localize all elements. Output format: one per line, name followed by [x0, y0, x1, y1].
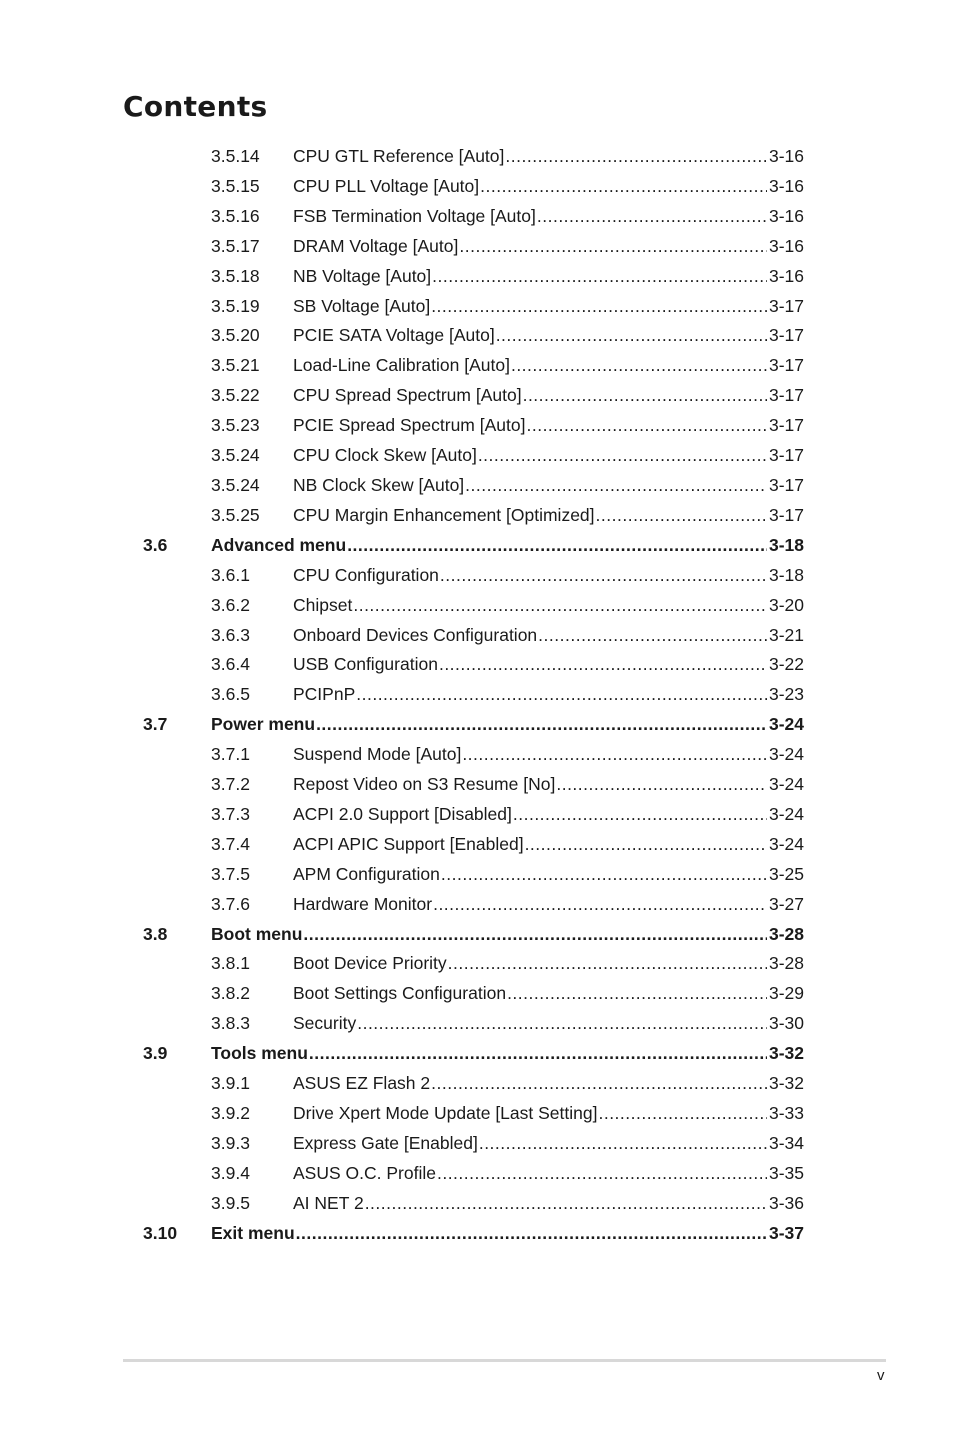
toc-entry-title: Hardware Monitor: [293, 893, 433, 914]
page-title: Contents: [123, 90, 268, 123]
toc-entry-number: 3.9.2: [211, 1103, 250, 1123]
toc-dot-leader: [596, 500, 767, 530]
toc-entry-number: 3.6.2: [211, 594, 250, 615]
toc-entry-leader-line: [293, 799, 804, 829]
toc-entry[interactable]: [0, 201, 954, 231]
toc-entry-number: 3.5.19: [211, 295, 260, 316]
table-of-contents: [0, 141, 954, 1248]
toc-dot-leader: [537, 201, 767, 231]
toc-entry-title: DRAM Voltage [Auto]: [293, 235, 459, 256]
toc-dot-leader: [356, 679, 767, 709]
toc-entry-number: 3.6: [143, 534, 168, 555]
toc-entry-leader-line: [293, 500, 804, 530]
toc-dot-leader: [523, 380, 767, 410]
toc-entry-title: Boot Device Priority: [293, 953, 447, 974]
toc-entry[interactable]: [0, 889, 954, 919]
toc-entry-page: 3-24: [768, 744, 804, 765]
footer-rule: [123, 1359, 886, 1362]
toc-entry-page: 3-32: [768, 1073, 804, 1094]
toc-entry-page: 3-18: [768, 564, 804, 585]
toc-dot-leader: [507, 978, 767, 1008]
toc-entry-title: PCIE SATA Voltage [Auto]: [293, 325, 495, 346]
toc-entry-number: 3.5.24: [211, 445, 260, 466]
toc-dot-leader: [432, 261, 767, 291]
toc-entry[interactable]: [0, 1188, 954, 1218]
toc-entry-leader-line: [211, 919, 804, 949]
toc-entry[interactable]: [0, 739, 954, 769]
toc-dot-leader: [448, 948, 767, 978]
toc-entry-title: ACPI APIC Support [Enabled]: [293, 833, 524, 854]
toc-entry-number: 3.5.22: [211, 385, 260, 406]
toc-entry-leader-line: [211, 1218, 804, 1248]
toc-entry[interactable]: [0, 859, 954, 889]
toc-entry-number: 3.5.16: [211, 205, 260, 226]
toc-entry-title: APM Configuration: [293, 863, 440, 884]
toc-entry-page: 3-35: [768, 1162, 804, 1183]
toc-entry-leader-line: [293, 410, 804, 440]
toc-entry-page: 3-22: [768, 654, 804, 675]
toc-dot-leader: [511, 350, 767, 380]
toc-dot-leader: [357, 1008, 767, 1038]
toc-entry-title: Boot Settings Configuration: [293, 983, 507, 1004]
toc-entry-leader-line: [293, 201, 804, 231]
toc-entry-leader-line: [293, 948, 804, 978]
toc-entry-number: 3.7.6: [211, 893, 250, 914]
toc-dot-leader: [316, 709, 767, 739]
toc-dot-leader: [437, 1158, 767, 1188]
toc-dot-leader: [496, 320, 767, 350]
toc-entry-title: SB Voltage [Auto]: [293, 295, 431, 316]
toc-entry-page: 3-17: [768, 295, 804, 316]
toc-entry-leader-line: [293, 1158, 804, 1188]
toc-dot-leader: [556, 769, 767, 799]
toc-entry-leader-line: [293, 649, 804, 679]
toc-entry-leader-line: [293, 141, 804, 171]
toc-entry[interactable]: [0, 261, 954, 291]
toc-entry-title: FSB Termination Voltage [Auto]: [293, 205, 536, 226]
toc-dot-leader: [439, 649, 767, 679]
toc-entry-title: Express Gate [Enabled]: [293, 1132, 478, 1153]
toc-entry-leader-line: [293, 1008, 804, 1038]
toc-entry-number: 3.6.3: [211, 624, 250, 645]
toc-entry-leader-line: [293, 978, 804, 1008]
toc-entry-number: 3.10: [143, 1222, 178, 1243]
toc-entry-number: 3.8.1: [211, 953, 250, 974]
toc-dot-leader: [303, 919, 767, 949]
toc-entry[interactable]: [0, 380, 954, 410]
toc-entry-page: 3-24: [768, 803, 804, 824]
toc-entry[interactable]: [0, 620, 954, 650]
toc-entry-page: 3-23: [768, 684, 804, 705]
toc-section-entry[interactable]: [0, 709, 954, 739]
toc-entry[interactable]: [0, 350, 954, 380]
toc-entry-number: 3.8: [143, 923, 168, 944]
toc-dot-leader: [353, 590, 767, 620]
page-number: v: [877, 1367, 885, 1384]
toc-entry-title: CPU Configuration: [293, 564, 439, 585]
toc-entry-title: Boot menu: [211, 923, 303, 944]
toc-entry-title: ASUS EZ Flash 2: [293, 1073, 431, 1094]
toc-entry[interactable]: [0, 141, 954, 171]
toc-entry[interactable]: [0, 978, 954, 1008]
toc-entry-page: 3-16: [768, 205, 804, 226]
toc-entry[interactable]: [0, 560, 954, 590]
toc-dot-leader: [440, 560, 767, 590]
toc-entry-number: 3.6.1: [211, 564, 250, 585]
toc-entry-title: CPU GTL Reference [Auto]: [293, 146, 505, 166]
toc-entry-leader-line: [293, 739, 804, 769]
toc-entry-number: 3.9.5: [211, 1192, 250, 1213]
toc-entry-title: PCIE Spread Spectrum [Auto]: [293, 415, 526, 436]
toc-entry-number: 3.7.4: [211, 833, 250, 854]
toc-dot-leader: [513, 799, 767, 829]
toc-section-entry[interactable]: [0, 919, 954, 949]
toc-entry-number: 3.5.25: [211, 504, 260, 525]
toc-entry[interactable]: [0, 799, 954, 829]
toc-entry-number: 3.5.18: [211, 265, 260, 286]
toc-entry-title: ACPI 2.0 Support [Disabled]: [293, 803, 512, 824]
toc-entry-leader-line: [293, 1098, 804, 1128]
toc-entry[interactable]: [0, 320, 954, 350]
toc-entry[interactable]: [0, 231, 954, 261]
toc-entry[interactable]: [0, 500, 954, 530]
toc-entry-title: Drive Xpert Mode Update [Last Setting]: [293, 1103, 598, 1123]
toc-entry-page: 3-20: [768, 594, 804, 615]
toc-entry-title: NB Clock Skew [Auto]: [293, 474, 465, 495]
toc-entry-leader-line: [293, 470, 804, 500]
toc-entry-title: Chipset: [293, 594, 353, 615]
toc-dot-leader: [433, 889, 767, 919]
toc-dot-leader: [431, 291, 767, 321]
toc-entry-number: 3.7.2: [211, 774, 250, 795]
toc-dot-leader: [296, 1218, 767, 1248]
toc-entry-title: NB Voltage [Auto]: [293, 265, 432, 286]
toc-entry-number: 3.6.5: [211, 684, 250, 705]
toc-entry-leader-line: [293, 261, 804, 291]
toc-dot-leader: [462, 739, 767, 769]
toc-entry-title: CPU Clock Skew [Auto]: [293, 445, 477, 466]
toc-entry-title: ASUS O.C. Profile: [293, 1162, 436, 1183]
toc-entry[interactable]: [0, 590, 954, 620]
toc-entry-number: 3.8.3: [211, 1013, 250, 1034]
toc-entry-page: 3-17: [768, 385, 804, 406]
toc-dot-leader: [309, 1038, 767, 1068]
toc-entry[interactable]: [0, 1008, 954, 1038]
toc-entry-leader-line: [211, 709, 804, 739]
toc-entry-number: 3.6.4: [211, 654, 250, 675]
toc-entry-number: 3.9.3: [211, 1132, 250, 1153]
toc-dot-leader: [538, 620, 767, 650]
toc-dot-leader: [431, 1068, 767, 1098]
toc-entry-number: 3.7: [143, 714, 168, 735]
toc-entry-number: 3.8.2: [211, 983, 250, 1004]
toc-dot-leader: [505, 141, 767, 171]
toc-dot-leader: [478, 440, 767, 470]
toc-entry-page: 3-16: [768, 265, 804, 286]
toc-entry-leader-line: [293, 620, 804, 650]
toc-entry-page: 3-16: [768, 146, 804, 166]
toc-entry-leader-line: [293, 350, 804, 380]
toc-entry[interactable]: [0, 1068, 954, 1098]
toc-entry-page: 3-24: [768, 833, 804, 854]
toc-entry-leader-line: [211, 530, 804, 560]
toc-entry-page: 3-21: [768, 624, 804, 645]
toc-entry-leader-line: [293, 769, 804, 799]
toc-entry-page: 3-36: [768, 1192, 804, 1213]
toc-entry-page: 3-16: [768, 175, 804, 196]
toc-entry-title: Repost Video on S3 Resume [No]: [293, 774, 556, 795]
toc-entry-page: 3-17: [768, 415, 804, 436]
toc-entry[interactable]: [0, 829, 954, 859]
toc-entry-title: AI NET 2: [293, 1192, 364, 1213]
toc-entry-page: 3-17: [768, 355, 804, 376]
toc-entry-title: Security: [293, 1013, 357, 1034]
toc-entry-page: 3-18: [768, 534, 804, 555]
toc-entry[interactable]: [0, 291, 954, 321]
toc-entry-page: 3-32: [768, 1043, 804, 1064]
toc-entry-number: 3.5.23: [211, 415, 260, 436]
toc-entry-title: PCIPnP: [293, 684, 356, 705]
toc-entry-title: CPU Margin Enhancement [Optimized]: [293, 504, 595, 525]
toc-entry-number: 3.7.1: [211, 744, 250, 765]
toc-entry-leader-line: [293, 679, 804, 709]
toc-entry[interactable]: [0, 1158, 954, 1188]
toc-entry-title: Power menu: [211, 714, 316, 735]
toc-entry-leader-line: [293, 1128, 804, 1158]
toc-entry-leader-line: [293, 859, 804, 889]
toc-dot-leader: [365, 1188, 767, 1218]
toc-entry[interactable]: [0, 440, 954, 470]
toc-dot-leader: [441, 859, 767, 889]
toc-dot-leader: [479, 1128, 767, 1158]
toc-entry-leader-line: [293, 560, 804, 590]
toc-entry-page: 3-17: [768, 474, 804, 495]
toc-entry[interactable]: [0, 470, 954, 500]
toc-entry-title: USB Configuration: [293, 654, 438, 675]
toc-entry[interactable]: [0, 769, 954, 799]
toc-entry-number: 3.7.5: [211, 863, 250, 884]
toc-entry[interactable]: [0, 1098, 954, 1128]
toc-entry-leader-line: [293, 1188, 804, 1218]
toc-entry-leader-line: [293, 380, 804, 410]
toc-entry-leader-line: [293, 440, 804, 470]
toc-entry-title: CPU PLL Voltage [Auto]: [293, 175, 480, 196]
toc-dot-leader: [347, 530, 767, 560]
toc-entry-number: 3.5.24: [211, 474, 260, 495]
toc-entry-number: 3.5.15: [211, 175, 260, 196]
toc-entry-page: 3-17: [768, 445, 804, 466]
toc-entry-page: 3-24: [768, 774, 804, 795]
toc-entry-number: 3.5.14: [211, 146, 260, 166]
toc-entry-title: Exit menu: [211, 1222, 295, 1243]
toc-entry-number: 3.9.1: [211, 1073, 250, 1094]
toc-entry-leader-line: [211, 1038, 804, 1068]
toc-section-entry[interactable]: [0, 1038, 954, 1068]
toc-entry-page: 3-25: [768, 863, 804, 884]
toc-entry-title: Load-Line Calibration [Auto]: [293, 355, 510, 376]
toc-entry-leader-line: [293, 1068, 804, 1098]
toc-entry-page: 3-33: [768, 1103, 804, 1123]
toc-entry-leader-line: [293, 231, 804, 261]
toc-dot-leader: [526, 410, 766, 440]
toc-entry[interactable]: [0, 649, 954, 679]
toc-entry-number: 3.9.4: [211, 1162, 250, 1183]
toc-entry-number: 3.5.21: [211, 355, 260, 376]
toc-entry-title: Onboard Devices Configuration: [293, 624, 538, 645]
toc-entry-page: 3-17: [768, 325, 804, 346]
toc-dot-leader: [598, 1098, 767, 1128]
toc-entry-page: 3-24: [768, 714, 804, 735]
toc-dot-leader: [459, 231, 767, 261]
toc-entry-leader-line: [293, 590, 804, 620]
toc-entry-leader-line: [293, 291, 804, 321]
toc-entry-number: 3.9: [143, 1043, 168, 1064]
toc-entry[interactable]: [0, 948, 954, 978]
toc-entry-number: 3.7.3: [211, 803, 250, 824]
toc-dot-leader: [465, 470, 767, 500]
toc-dot-leader: [480, 171, 767, 201]
toc-entry-page: 3-37: [768, 1222, 804, 1243]
toc-entry-number: 3.5.17: [211, 235, 260, 256]
toc-entry-leader-line: [293, 889, 804, 919]
toc-entry-title: Suspend Mode [Auto]: [293, 744, 462, 765]
toc-entry[interactable]: [0, 410, 954, 440]
toc-entry-leader-line: [293, 829, 804, 859]
toc-entry-number: 3.5.20: [211, 325, 260, 346]
toc-entry-page: 3-28: [768, 923, 804, 944]
toc-entry-page: 3-29: [768, 983, 804, 1004]
toc-entry-leader-line: [293, 171, 804, 201]
toc-entry-leader-line: [293, 320, 804, 350]
toc-section-entry[interactable]: [0, 1218, 954, 1248]
toc-entry-page: 3-28: [768, 953, 804, 974]
toc-entry-page: 3-27: [768, 893, 804, 914]
toc-entry-page: 3-17: [768, 504, 804, 525]
toc-entry-title: Advanced menu: [211, 534, 347, 555]
toc-entry-title: CPU Spread Spectrum [Auto]: [293, 385, 522, 406]
toc-entry-page: 3-16: [768, 235, 804, 256]
toc-entry-title: Tools menu: [211, 1043, 308, 1064]
toc-entry-page: 3-34: [768, 1132, 804, 1153]
toc-entry[interactable]: [0, 679, 954, 709]
toc-entry[interactable]: [0, 171, 954, 201]
toc-entry-page: 3-30: [768, 1013, 804, 1034]
toc-section-entry[interactable]: [0, 530, 954, 560]
toc-entry[interactable]: [0, 1128, 954, 1158]
toc-dot-leader: [525, 829, 767, 859]
